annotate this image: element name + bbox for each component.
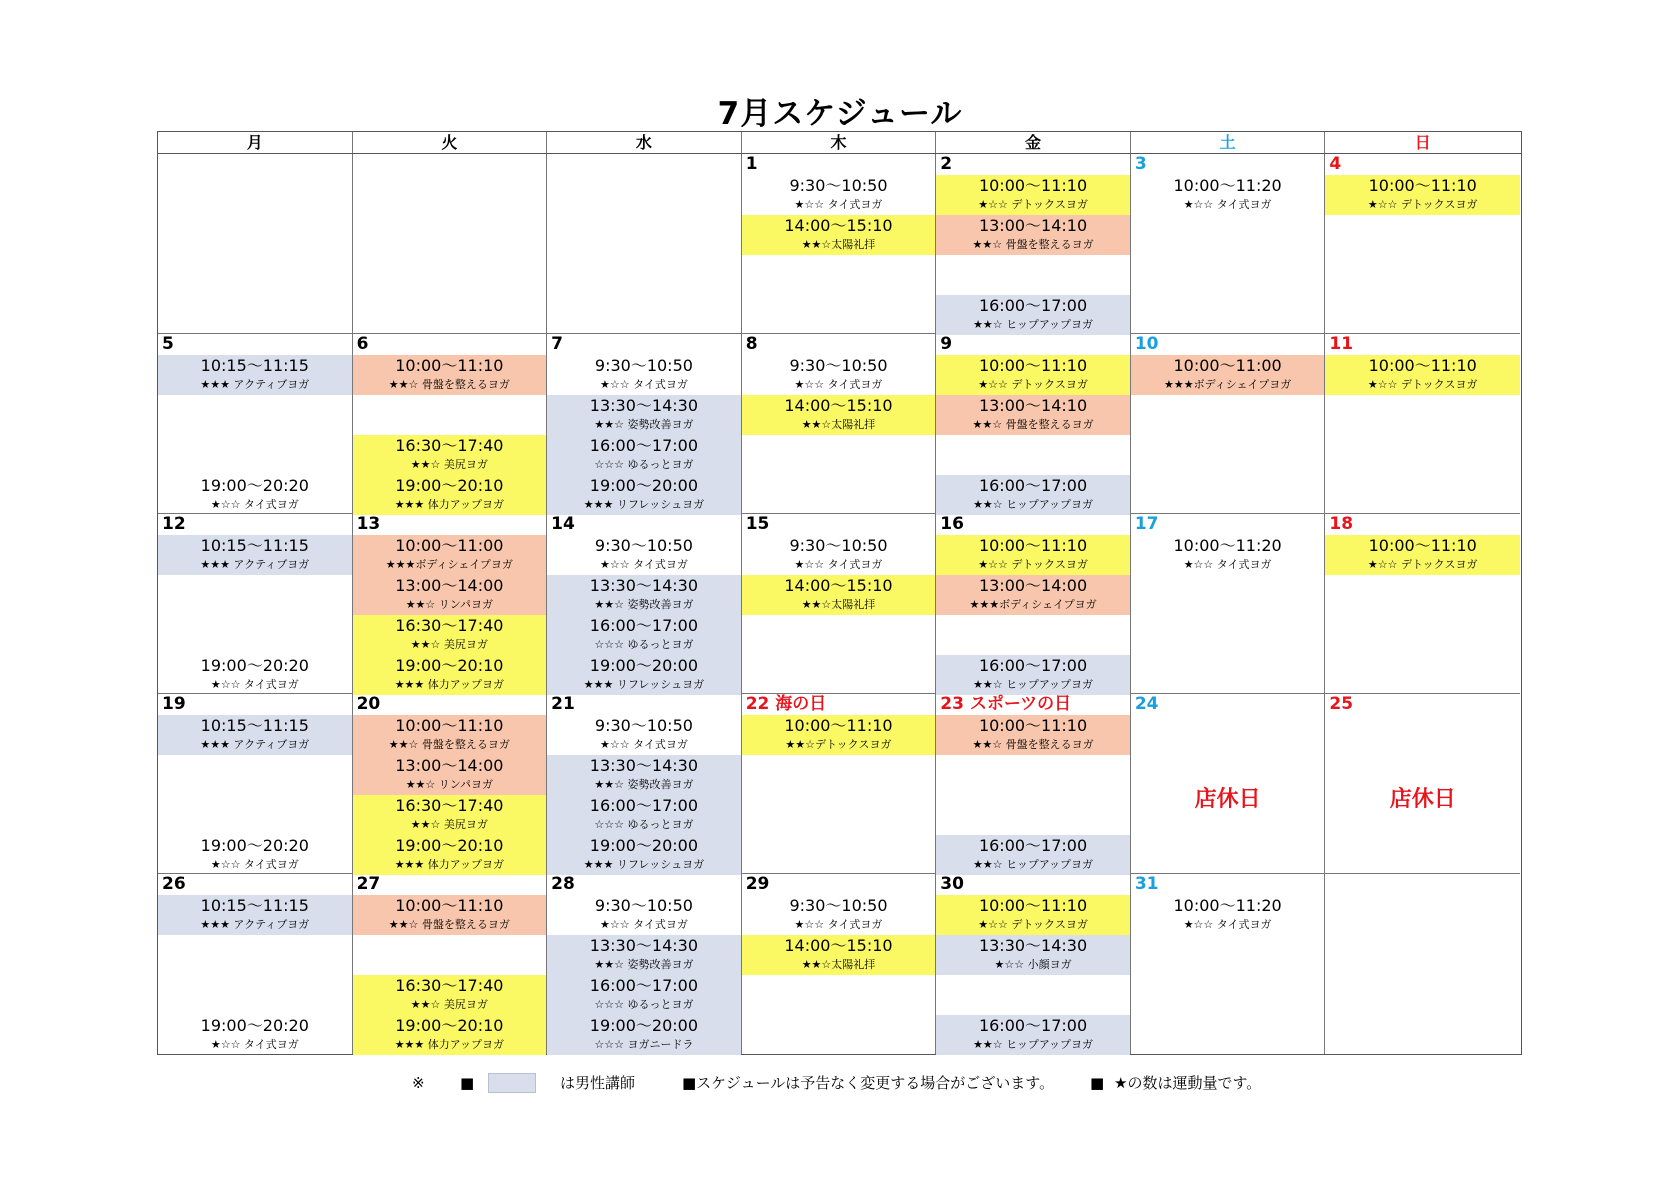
class-name: ★★☆ 骨盤を整えるヨガ	[972, 238, 1094, 251]
class-name: ★☆☆ デトックスヨガ	[978, 918, 1088, 931]
class-name: ☆☆☆ ゆるっとヨガ	[594, 458, 694, 471]
class-time: 16:30～17:40	[395, 436, 504, 455]
class-name: ★★☆ 骨盤を整えるヨガ	[388, 378, 510, 391]
class-name: ★★☆ 骨盤を整えるヨガ	[388, 918, 510, 931]
legend-note-mark: ※	[412, 1074, 425, 1092]
day-cell	[742, 694, 937, 874]
class-time: 10:00～11:20	[1173, 176, 1282, 195]
class-name: ★★☆太陽礼拝	[801, 238, 876, 251]
legend-star-note: ★の数は運動量です。	[1114, 1074, 1262, 1092]
day-number: 12	[162, 514, 186, 534]
class-slot	[1131, 535, 1325, 575]
day-number: 13	[356, 514, 381, 534]
class-slot	[936, 215, 1130, 255]
day-number: 15	[745, 514, 770, 534]
day-cell	[353, 694, 548, 874]
day-number: 4	[1329, 154, 1342, 174]
day-cell	[1325, 514, 1520, 694]
class-name: ★★☆太陽礼拝	[801, 418, 876, 431]
class-time: 19:00～20:00	[589, 1016, 699, 1035]
class-time: 19:00～20:20	[200, 656, 309, 675]
class-name: ★★★ アクティブヨガ	[200, 558, 310, 571]
day-number: 11	[1329, 334, 1354, 354]
class-name: ★★★ リフレッシュヨガ	[583, 678, 705, 691]
class-slot	[936, 175, 1130, 215]
day-number: 18	[1329, 514, 1354, 534]
class-slot	[158, 535, 352, 575]
class-time: 19:00～20:00	[589, 476, 699, 495]
male-instructor-swatch	[488, 1073, 536, 1093]
class-time: 10:00～11:10	[978, 716, 1088, 735]
class-name: ☆☆☆ ゆるっとヨガ	[594, 638, 694, 651]
calendar-grid	[157, 131, 1522, 1055]
class-slot	[353, 1015, 547, 1055]
class-slot	[936, 295, 1130, 335]
class-slot	[936, 575, 1130, 615]
class-slot	[353, 835, 547, 875]
class-slot	[936, 355, 1130, 395]
class-time: 19:00～20:20	[200, 836, 309, 855]
class-name: ★★☆ ヒップアップヨガ	[973, 318, 1094, 331]
day-cell	[936, 874, 1131, 1054]
holiday-label: 22 海の日	[745, 694, 827, 714]
holiday-label: 23 スポーツの日	[940, 694, 1072, 714]
class-time: 13:30～14:30	[978, 936, 1088, 955]
class-name: ★★☆ 骨盤を整えるヨガ	[388, 738, 510, 751]
class-slot	[547, 835, 741, 875]
day-number: 20	[356, 694, 381, 714]
class-name: ★★★ボディシェイプヨガ	[969, 598, 1097, 611]
day-cell	[1131, 334, 1326, 514]
class-time: 10:00～11:20	[1173, 896, 1282, 915]
class-time: 9:30～10:50	[789, 536, 888, 555]
class-time: 19:00～20:10	[395, 476, 504, 495]
class-time: 16:00～17:00	[978, 476, 1088, 495]
class-time: 19:00～20:10	[395, 656, 504, 675]
class-name: ★★☆ 姿勢改善ヨガ	[594, 418, 694, 431]
day-cell	[1325, 694, 1520, 874]
day-cell	[547, 154, 742, 334]
class-slot	[158, 895, 352, 935]
class-time: 16:30～17:40	[395, 976, 504, 995]
class-slot	[936, 895, 1130, 935]
class-time: 10:15～11:15	[200, 896, 309, 915]
class-slot	[547, 615, 741, 655]
class-time: 10:00～11:10	[978, 356, 1088, 375]
legend	[0, 1072, 1680, 1096]
class-time: 10:00～11:10	[978, 536, 1088, 555]
class-time: 9:30～10:50	[594, 356, 693, 375]
class-time: 16:00～17:00	[978, 1016, 1088, 1035]
day-number: 1	[745, 154, 758, 174]
class-name: ★★★ボディシェイプヨガ	[1164, 378, 1292, 391]
day-cell	[742, 874, 937, 1054]
class-slot	[742, 535, 936, 575]
class-slot	[1325, 175, 1520, 215]
class-name: ★☆☆ タイ式ヨガ	[1183, 198, 1272, 211]
class-slot	[547, 435, 741, 475]
day-cell	[936, 154, 1131, 334]
class-slot	[1131, 175, 1325, 215]
class-slot	[1131, 895, 1325, 935]
class-name: ★☆☆ デトックスヨガ	[978, 378, 1088, 391]
class-name: ★☆☆ タイ式ヨガ	[210, 678, 299, 691]
day-cell	[547, 694, 742, 874]
legend-square: ■	[1090, 1074, 1105, 1092]
day-cell	[742, 514, 937, 694]
class-name: ★☆☆ タイ式ヨガ	[210, 858, 299, 871]
class-name: ★★☆ リンパヨガ	[405, 598, 493, 611]
class-slot	[742, 715, 936, 755]
class-slot	[353, 715, 547, 755]
class-name: ★★☆ リンパヨガ	[405, 778, 493, 791]
class-time: 10:15～11:15	[200, 356, 309, 375]
day-number: 8	[745, 334, 758, 354]
class-time: 16:00～17:00	[589, 436, 699, 455]
day-cell	[742, 334, 937, 514]
class-time: 10:00～11:10	[1368, 536, 1477, 555]
day-cell	[1325, 154, 1520, 334]
class-name: ★☆☆ タイ式ヨガ	[794, 918, 883, 931]
class-name: ★★★ リフレッシュヨガ	[583, 498, 705, 511]
class-name: ★★★ 体力アップヨガ	[394, 1038, 504, 1051]
class-slot	[742, 355, 936, 395]
day-number: 14	[551, 514, 575, 534]
day-cell	[158, 694, 353, 874]
day-cell	[1131, 154, 1326, 334]
class-slot	[936, 475, 1130, 515]
class-time: 13:00～14:00	[395, 756, 504, 775]
class-slot	[742, 395, 936, 435]
class-slot	[742, 895, 936, 935]
class-slot	[158, 355, 352, 395]
closed-day-label: 店休日	[1389, 787, 1456, 812]
class-time: 9:30～10:50	[594, 896, 693, 915]
class-slot	[936, 835, 1130, 875]
class-name: ★☆☆ デトックスヨガ	[1367, 198, 1478, 211]
class-time: 13:30～14:30	[589, 396, 699, 415]
class-time: 10:00～11:00	[1173, 356, 1282, 375]
class-time: 14:00～15:10	[784, 396, 893, 415]
day-number: 3	[1134, 154, 1147, 174]
day-cell	[547, 334, 742, 514]
class-name: ★★☆ 美尻ヨガ	[410, 818, 488, 831]
class-slot	[936, 655, 1130, 695]
weekday-header: 金	[936, 132, 1131, 153]
day-cell	[158, 874, 353, 1054]
class-slot	[547, 975, 741, 1015]
class-time: 14:00～15:10	[784, 936, 893, 955]
day-number: 28	[551, 874, 575, 894]
class-name: ☆☆☆ ゆるっとヨガ	[594, 998, 694, 1011]
class-time: 9:30～10:50	[789, 176, 888, 195]
day-cell	[547, 514, 742, 694]
day-number: 31	[1134, 874, 1159, 894]
class-name: ★☆☆ タイ式ヨガ	[794, 558, 883, 571]
day-cell	[353, 874, 548, 1054]
class-name: ★★★ 体力アップヨガ	[394, 498, 504, 511]
day-cell	[936, 514, 1131, 694]
class-time: 13:00～14:10	[978, 396, 1088, 415]
page-title: 7月スケジュール	[717, 96, 963, 132]
class-slot	[936, 1015, 1130, 1055]
class-slot	[158, 715, 352, 755]
class-name: ★★☆ 骨盤を整えるヨガ	[972, 418, 1094, 431]
class-time: 10:15～11:15	[200, 716, 309, 735]
class-time: 16:00～17:00	[589, 976, 699, 995]
day-number: 29	[745, 874, 770, 894]
class-name: ★★★ 体力アップヨガ	[394, 678, 504, 691]
class-name: ★☆☆ 小顔ヨガ	[994, 958, 1072, 971]
class-slot	[547, 1015, 741, 1055]
class-time: 19:00～20:00	[589, 656, 699, 675]
class-name: ★☆☆ タイ式ヨガ	[794, 378, 883, 391]
class-slot	[353, 475, 547, 515]
class-name: ★★☆ ヒップアップヨガ	[973, 678, 1094, 691]
class-name: ★☆☆ タイ式ヨガ	[599, 738, 688, 751]
class-time: 16:00～17:00	[589, 616, 699, 635]
class-slot	[1325, 355, 1520, 395]
day-number: 26	[162, 874, 186, 894]
class-slot	[547, 715, 741, 755]
class-time: 10:00～11:10	[395, 896, 504, 915]
class-time: 13:00～14:10	[978, 216, 1088, 235]
class-name: ★★☆ 美尻ヨガ	[410, 998, 488, 1011]
class-slot	[547, 475, 741, 515]
class-slot	[353, 655, 547, 695]
weekday-header: 日	[1414, 133, 1431, 152]
class-name: ★★☆太陽礼拝	[801, 598, 876, 611]
legend-square: ■	[460, 1074, 475, 1092]
class-time: 19:00～20:10	[395, 836, 504, 855]
class-name: ★☆☆ タイ式ヨガ	[210, 498, 299, 511]
class-time: 10:00～11:10	[395, 716, 504, 735]
day-cell	[742, 154, 937, 334]
class-name: ★★☆ ヒップアップヨガ	[973, 858, 1094, 871]
day-number: 9	[940, 334, 953, 354]
class-slot	[353, 535, 547, 575]
day-cell	[936, 694, 1131, 874]
day-number: 2	[940, 154, 953, 174]
day-number: 16	[940, 514, 964, 534]
class-name: ★☆☆ タイ式ヨガ	[794, 198, 883, 211]
class-slot	[547, 575, 741, 615]
class-slot	[936, 535, 1130, 575]
class-name: ★★★ アクティブヨガ	[200, 738, 310, 751]
class-time: 10:00～11:10	[978, 176, 1088, 195]
class-time: 13:30～14:30	[589, 576, 699, 595]
day-number: 25	[1329, 694, 1354, 714]
class-slot	[158, 655, 352, 695]
weekday-header: 火	[353, 132, 548, 153]
class-time: 13:00～14:00	[395, 576, 504, 595]
class-slot	[353, 755, 547, 795]
class-name: ★★☆太陽礼拝	[801, 958, 876, 971]
class-name: ★★☆デトックスヨガ	[785, 738, 892, 751]
day-number: 19	[162, 694, 186, 714]
class-time: 9:30～10:50	[789, 896, 888, 915]
day-cell	[353, 514, 548, 694]
day-cell	[1325, 874, 1520, 1054]
weekday-header: 水	[547, 132, 742, 153]
day-number: 7	[551, 334, 563, 354]
class-slot	[353, 795, 547, 835]
day-cell	[1325, 334, 1520, 514]
class-name: ★★★ 体力アップヨガ	[394, 858, 504, 871]
day-cell	[547, 874, 742, 1054]
class-time: 16:00～17:00	[589, 796, 699, 815]
closed-day-label: 店休日	[1194, 787, 1261, 812]
class-slot	[936, 935, 1130, 975]
class-name: ★★☆ 姿勢改善ヨガ	[594, 958, 694, 971]
day-number: 10	[1134, 334, 1159, 354]
class-time: 14:00～15:10	[784, 216, 893, 235]
class-time: 10:00～11:20	[1173, 536, 1282, 555]
class-name: ★☆☆ デトックスヨガ	[978, 198, 1088, 211]
class-name: ★☆☆ デトックスヨガ	[978, 558, 1088, 571]
class-slot	[1131, 355, 1325, 395]
day-cell	[1131, 694, 1326, 874]
class-time: 10:00～11:10	[1368, 176, 1477, 195]
day-number: 6	[356, 334, 369, 354]
class-time: 14:00～15:10	[784, 576, 893, 595]
class-slot	[1325, 535, 1520, 575]
class-name: ★☆☆ タイ式ヨガ	[599, 918, 688, 931]
class-slot	[547, 535, 741, 575]
weekday-header: 木	[742, 132, 937, 153]
class-slot	[547, 895, 741, 935]
day-cell	[353, 154, 548, 334]
class-slot	[742, 215, 936, 255]
day-number: 5	[162, 334, 174, 354]
class-time: 10:00～11:10	[395, 356, 504, 375]
day-cell	[353, 334, 548, 514]
class-slot	[353, 895, 547, 935]
class-time: 10:00～11:10	[978, 896, 1088, 915]
class-slot	[353, 355, 547, 395]
class-slot	[742, 575, 936, 615]
class-slot	[353, 615, 547, 655]
weekday-header-row	[158, 132, 1521, 154]
class-slot	[353, 575, 547, 615]
class-slot	[158, 475, 352, 515]
class-slot	[353, 435, 547, 475]
class-name: ☆☆☆ ゆるっとヨガ	[594, 818, 694, 831]
class-name: ★★★ボディシェイプヨガ	[385, 558, 513, 571]
class-time: 19:00～20:20	[200, 476, 309, 495]
class-name: ★☆☆ タイ式ヨガ	[599, 558, 688, 571]
class-name: ★★★ アクティブヨガ	[200, 378, 310, 391]
class-slot	[158, 1015, 352, 1055]
class-name: ★★☆ ヒップアップヨガ	[973, 1038, 1094, 1051]
class-time: 16:00～17:00	[978, 656, 1088, 675]
class-slot	[547, 355, 741, 395]
class-time: 16:30～17:40	[395, 616, 504, 635]
class-name: ★★☆ 姿勢改善ヨガ	[594, 778, 694, 791]
class-name: ★☆☆ デトックスヨガ	[1367, 378, 1478, 391]
day-number: 21	[551, 694, 575, 714]
class-name: ★★☆ ヒップアップヨガ	[973, 498, 1094, 511]
class-time: 9:30～10:50	[789, 356, 888, 375]
class-slot	[742, 935, 936, 975]
class-name: ★☆☆ デトックスヨガ	[1367, 558, 1478, 571]
class-time: 16:30～17:40	[395, 796, 504, 815]
class-time: 13:00～14:00	[978, 576, 1088, 595]
class-time: 10:00～11:00	[395, 536, 504, 555]
legend-schedule-change-note: ■スケジュールは予告なく変更する場合がございます。	[682, 1074, 1055, 1092]
class-time: 16:00～17:00	[978, 836, 1088, 855]
day-cell	[1131, 514, 1326, 694]
class-time: 10:00～11:10	[1368, 356, 1477, 375]
class-slot	[547, 655, 741, 695]
class-slot	[547, 755, 741, 795]
class-name: ★☆☆ タイ式ヨガ	[210, 1038, 299, 1051]
day-cell	[158, 514, 353, 694]
day-number: 27	[356, 874, 381, 894]
class-time: 19:00～20:00	[589, 836, 699, 855]
day-cell	[158, 334, 353, 514]
class-slot	[936, 395, 1130, 435]
class-name: ★★★ リフレッシュヨガ	[583, 858, 705, 871]
class-slot	[936, 715, 1130, 755]
day-number: 30	[940, 874, 964, 894]
weekday-header: 土	[1131, 132, 1326, 153]
class-time: 10:00～11:10	[784, 716, 893, 735]
class-name: ★★☆ 姿勢改善ヨガ	[594, 598, 694, 611]
class-slot	[547, 395, 741, 435]
weekday-header: 月	[158, 132, 353, 153]
legend-male-instructor: は男性講師	[560, 1074, 636, 1092]
class-time: 9:30～10:50	[594, 716, 693, 735]
class-time: 13:30～14:30	[589, 756, 699, 775]
class-slot	[742, 175, 936, 215]
day-number: 24	[1134, 694, 1159, 714]
class-name: ★★☆ 美尻ヨガ	[410, 458, 488, 471]
class-name: ☆☆☆ ヨガニードラ	[594, 1038, 694, 1051]
class-slot	[353, 975, 547, 1015]
day-cell	[936, 334, 1131, 514]
day-cell	[1131, 874, 1326, 1054]
class-time: 9:30～10:50	[594, 536, 693, 555]
class-slot	[547, 795, 741, 835]
class-time: 19:00～20:20	[200, 1016, 309, 1035]
day-cell	[158, 154, 353, 334]
class-slot	[158, 835, 352, 875]
day-number: 17	[1134, 514, 1159, 534]
class-time: 10:15～11:15	[200, 536, 309, 555]
class-name: ★★☆ 美尻ヨガ	[410, 638, 488, 651]
class-name: ★★★ アクティブヨガ	[200, 918, 310, 931]
class-time: 13:30～14:30	[589, 936, 699, 955]
class-name: ★☆☆ タイ式ヨガ	[1183, 558, 1272, 571]
class-time: 19:00～20:10	[395, 1016, 504, 1035]
class-name: ★☆☆ タイ式ヨガ	[599, 378, 688, 391]
class-time: 16:00～17:00	[978, 296, 1088, 315]
class-name: ★★☆ 骨盤を整えるヨガ	[972, 738, 1094, 751]
class-slot	[547, 935, 741, 975]
class-name: ★☆☆ タイ式ヨガ	[1183, 918, 1272, 931]
